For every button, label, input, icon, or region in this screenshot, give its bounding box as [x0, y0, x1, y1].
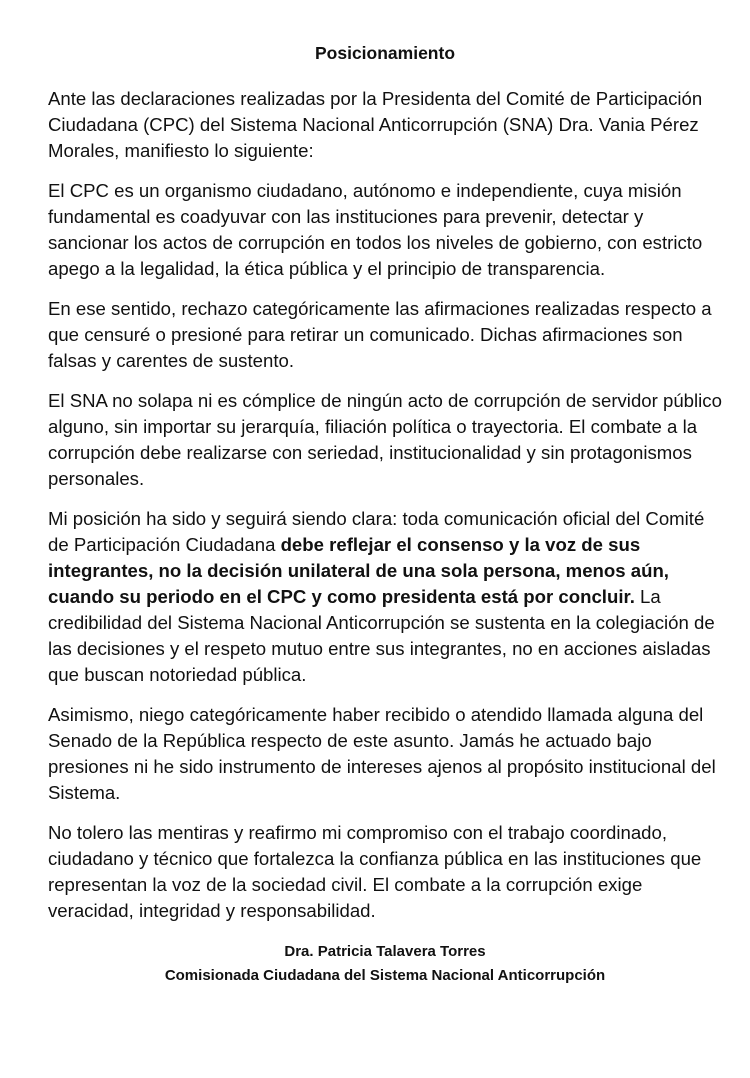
paragraph-position-lead: Mi posición ha sido y seguirá siendo clara: toda comunicación oficial del Comité de Participación Ciudadana — [48, 508, 705, 555]
paragraph-position — [48, 506, 722, 688]
paragraph-position-emphasis: debe reflejar el consenso y la voz de sus integrantes, no la decisión unilateral de una sola persona, menos aún, cuando su periodo en el CPC y como presidenta está por concluir. — [48, 534, 669, 607]
paragraph-cpc-mission: El CPC es un organismo ciudadano, autónomo e independiente, cuya misión fundamental es coadyuvar con las instituciones para prevenir, detectar y sancionar los actos de corrupción en todos los niveles de gobierno, con estricto apego a la legalidad, la ética pública y el principio de transparencia. — [48, 180, 703, 279]
signature-block — [48, 940, 722, 988]
document-title: Posicionamiento — [314, 43, 456, 63]
paragraph-sna-stance: El SNA no solapa ni es cómplice de ningún acto de corrupción de servidor público alguno, sin importar su jerarquía, filiación política o trayectoria. El combate a la corrupción debe realizarse con seriedad, institucionalidad y sin protagonismos personales. — [48, 390, 722, 489]
signature-name: Dra. Patricia Talavera Torres — [284, 943, 486, 960]
signature-role: Comisionada Ciudadana del Sistema Nacional Anticorrupción — [164, 967, 606, 984]
paragraph-rejection: En ese sentido, rechazo categóricamente las afirmaciones realizadas respecto a que censuré o presioné para retirar un comunicado. Dichas afirmaciones son falsas y carentes de sustento. — [48, 298, 712, 371]
paragraph-intro: Ante las declaraciones realizadas por la Presidenta del Comité de Participación Ciudadana (CPC) del Sistema Nacional Anticorrupción (SNA) Dra. Vania Pérez Morales, manifiesto lo siguiente: — [48, 88, 703, 161]
paragraph-commitment: No tolero las mentiras y reafirmo mi compromiso con el trabajo coordinado, ciudadano y técnico que fortalezca la confianza pública en las instituciones que representan la voz de la sociedad civil. El combate a la corrupción exige veracidad, integridad y responsabilidad. — [48, 822, 702, 921]
document-page — [48, 40, 722, 988]
paragraph-position-tail: La credibilidad del Sistema Nacional Anticorrupción se sustenta en la colegiación de las decisiones y el respeto mutuo entre sus integrantes, no en acciones aisladas que buscan notoriedad pública. — [48, 586, 715, 685]
paragraph-senate-denial: Asimismo, niego categóricamente haber recibido o atendido llamada alguna del Senado de la República respecto de este asunto. Jamás he actuado bajo presiones ni he sido instrumento de intereses ajenos al propósito institucional del Sistema. — [48, 704, 716, 803]
